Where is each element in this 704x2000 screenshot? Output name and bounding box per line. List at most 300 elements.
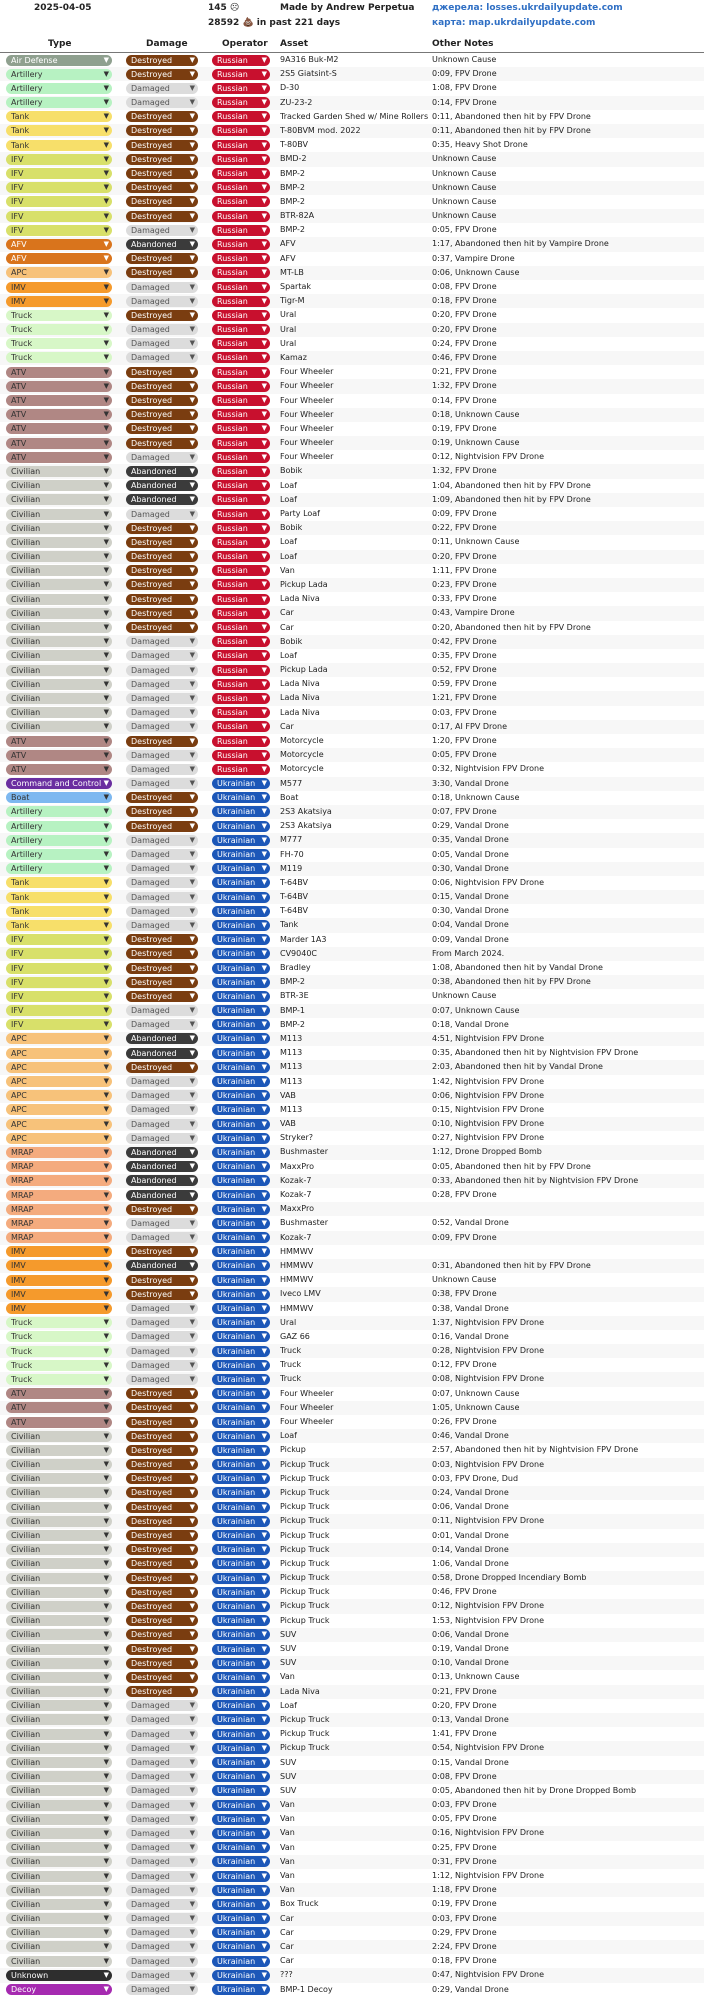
operator-select[interactable] <box>212 963 270 974</box>
operator-select[interactable] <box>212 1076 270 1087</box>
damage-select[interactable] <box>126 1941 198 1952</box>
operator-select[interactable] <box>212 1984 270 1995</box>
operator-select[interactable] <box>212 1019 270 1030</box>
damage-select[interactable] <box>126 1558 198 1569</box>
damage-select[interactable] <box>126 1374 198 1385</box>
operator-select[interactable] <box>212 1785 270 1796</box>
damage-select[interactable] <box>126 1544 198 1555</box>
operator-select[interactable] <box>212 537 270 548</box>
type-select[interactable] <box>6 1970 112 1981</box>
operator-select[interactable] <box>212 1644 270 1655</box>
operator-select[interactable] <box>212 608 270 619</box>
type-select[interactable] <box>6 1218 112 1229</box>
type-select[interactable] <box>6 1033 112 1044</box>
damage-select[interactable] <box>126 1190 198 1201</box>
damage-select[interactable] <box>126 1346 198 1357</box>
type-select[interactable] <box>6 551 112 562</box>
type-select[interactable] <box>6 892 112 903</box>
type-select[interactable] <box>6 1161 112 1172</box>
type-select[interactable] <box>6 1927 112 1938</box>
type-select[interactable] <box>6 267 112 278</box>
type-select[interactable] <box>6 509 112 520</box>
damage-select[interactable] <box>126 934 198 945</box>
damage-select[interactable] <box>126 1473 198 1484</box>
damage-select[interactable] <box>126 920 198 931</box>
operator-select[interactable] <box>212 1090 270 1101</box>
operator-select[interactable] <box>212 367 270 378</box>
operator-select[interactable] <box>212 324 270 335</box>
operator-select[interactable] <box>212 1402 270 1413</box>
operator-select[interactable] <box>212 1956 270 1967</box>
damage-select[interactable] <box>126 1487 198 1498</box>
type-select[interactable] <box>6 1473 112 1484</box>
damage-select[interactable] <box>126 1161 198 1172</box>
damage-select[interactable] <box>126 1970 198 1981</box>
damage-select[interactable] <box>126 1019 198 1030</box>
type-select[interactable] <box>6 1956 112 1967</box>
operator-select[interactable] <box>212 736 270 747</box>
damage-select[interactable] <box>126 83 198 94</box>
damage-select[interactable] <box>126 523 198 534</box>
operator-select[interactable] <box>212 906 270 917</box>
damage-select[interactable] <box>126 1048 198 1059</box>
damage-select[interactable] <box>126 239 198 250</box>
type-select[interactable] <box>6 111 112 122</box>
damage-select[interactable] <box>126 1686 198 1697</box>
damage-select[interactable] <box>126 225 198 236</box>
damage-select[interactable] <box>126 1629 198 1640</box>
operator-select[interactable] <box>212 1856 270 1867</box>
operator-select[interactable] <box>212 211 270 222</box>
damage-select[interactable] <box>126 1771 198 1782</box>
operator-select[interactable] <box>212 1672 270 1683</box>
operator-select[interactable] <box>212 1388 270 1399</box>
type-select[interactable] <box>6 1190 112 1201</box>
type-select[interactable] <box>6 764 112 775</box>
damage-select[interactable] <box>126 1871 198 1882</box>
damage-select[interactable] <box>126 324 198 335</box>
damage-select[interactable] <box>126 1119 198 1130</box>
type-select[interactable] <box>6 1431 112 1442</box>
operator-select[interactable] <box>212 1317 270 1328</box>
damage-select[interactable] <box>126 906 198 917</box>
operator-select[interactable] <box>212 679 270 690</box>
operator-select[interactable] <box>212 650 270 661</box>
type-select[interactable] <box>6 1771 112 1782</box>
operator-select[interactable] <box>212 594 270 605</box>
damage-select[interactable] <box>126 1984 198 1995</box>
damage-select[interactable] <box>126 125 198 136</box>
operator-select[interactable] <box>212 1530 270 1541</box>
damage-select[interactable] <box>126 1502 198 1513</box>
type-select[interactable] <box>6 1062 112 1073</box>
type-select[interactable] <box>6 452 112 463</box>
damage-select[interactable] <box>126 1714 198 1725</box>
type-select[interactable] <box>6 310 112 321</box>
damage-select[interactable] <box>126 1757 198 1768</box>
type-select[interactable] <box>6 1076 112 1087</box>
operator-select[interactable] <box>212 1800 270 1811</box>
damage-select[interactable] <box>126 1800 198 1811</box>
type-select[interactable] <box>6 125 112 136</box>
operator-select[interactable] <box>212 1729 270 1740</box>
type-select[interactable] <box>6 920 112 931</box>
damage-select[interactable] <box>126 140 198 151</box>
damage-select[interactable] <box>126 211 198 222</box>
type-select[interactable] <box>6 1629 112 1640</box>
operator-select[interactable] <box>212 863 270 874</box>
operator-select[interactable] <box>212 239 270 250</box>
operator-select[interactable] <box>212 565 270 576</box>
type-select[interactable] <box>6 55 112 66</box>
type-select[interactable] <box>6 736 112 747</box>
damage-select[interactable] <box>126 1672 198 1683</box>
damage-select[interactable] <box>126 963 198 974</box>
type-select[interactable] <box>6 523 112 534</box>
operator-select[interactable] <box>212 1871 270 1882</box>
operator-select[interactable] <box>212 693 270 704</box>
damage-select[interactable] <box>126 1417 198 1428</box>
operator-select[interactable] <box>212 778 270 789</box>
type-select[interactable] <box>6 1331 112 1342</box>
type-select[interactable] <box>6 963 112 974</box>
type-select[interactable] <box>6 196 112 207</box>
type-select[interactable] <box>6 565 112 576</box>
operator-select[interactable] <box>212 1431 270 1442</box>
type-select[interactable] <box>6 622 112 633</box>
damage-select[interactable] <box>126 1402 198 1413</box>
type-select[interactable] <box>6 182 112 193</box>
damage-select[interactable] <box>126 1644 198 1655</box>
operator-select[interactable] <box>212 282 270 293</box>
damage-select[interactable] <box>126 1601 198 1612</box>
damage-select[interactable] <box>126 778 198 789</box>
operator-select[interactable] <box>212 1842 270 1853</box>
type-select[interactable] <box>6 1232 112 1243</box>
operator-select[interactable] <box>212 1544 270 1555</box>
damage-select[interactable] <box>126 338 198 349</box>
operator-select[interactable] <box>212 225 270 236</box>
type-select[interactable] <box>6 1686 112 1697</box>
type-select[interactable] <box>6 650 112 661</box>
operator-select[interactable] <box>212 1899 270 1910</box>
damage-select[interactable] <box>126 1516 198 1527</box>
damage-select[interactable] <box>126 409 198 420</box>
type-select[interactable] <box>6 778 112 789</box>
damage-select[interactable] <box>126 948 198 959</box>
type-select[interactable] <box>6 679 112 690</box>
operator-select[interactable] <box>212 111 270 122</box>
damage-select[interactable] <box>126 721 198 732</box>
operator-select[interactable] <box>212 920 270 931</box>
type-select[interactable] <box>6 1019 112 1030</box>
type-select[interactable] <box>6 1374 112 1385</box>
type-select[interactable] <box>6 707 112 718</box>
operator-select[interactable] <box>212 509 270 520</box>
operator-select[interactable] <box>212 1033 270 1044</box>
operator-select[interactable] <box>212 1119 270 1130</box>
damage-select[interactable] <box>126 1785 198 1796</box>
damage-select[interactable] <box>126 168 198 179</box>
type-select[interactable] <box>6 1487 112 1498</box>
operator-select[interactable] <box>212 1459 270 1470</box>
operator-select[interactable] <box>212 1246 270 1257</box>
type-select[interactable] <box>6 409 112 420</box>
type-select[interactable] <box>6 211 112 222</box>
operator-select[interactable] <box>212 821 270 832</box>
damage-select[interactable] <box>126 551 198 562</box>
type-select[interactable] <box>6 948 112 959</box>
type-select[interactable] <box>6 466 112 477</box>
operator-select[interactable] <box>212 409 270 420</box>
type-select[interactable] <box>6 140 112 151</box>
damage-select[interactable] <box>126 849 198 860</box>
damage-select[interactable] <box>126 1573 198 1584</box>
operator-select[interactable] <box>212 1303 270 1314</box>
operator-select[interactable] <box>212 1771 270 1782</box>
operator-select[interactable] <box>212 466 270 477</box>
operator-select[interactable] <box>212 296 270 307</box>
type-select[interactable] <box>6 1175 112 1186</box>
type-select[interactable] <box>6 693 112 704</box>
type-select[interactable] <box>6 1899 112 1910</box>
operator-select[interactable] <box>212 1218 270 1229</box>
type-select[interactable] <box>6 494 112 505</box>
type-select[interactable] <box>6 1246 112 1257</box>
operator-select[interactable] <box>212 707 270 718</box>
operator-select[interactable] <box>212 253 270 264</box>
damage-select[interactable] <box>126 253 198 264</box>
operator-select[interactable] <box>212 55 270 66</box>
map-link[interactable]: карта: map.ukrdailyupdate.com <box>432 18 596 28</box>
type-select[interactable] <box>6 1885 112 1896</box>
type-select[interactable] <box>6 1275 112 1286</box>
type-select[interactable] <box>6 1587 112 1598</box>
damage-select[interactable] <box>126 608 198 619</box>
operator-select[interactable] <box>212 395 270 406</box>
damage-select[interactable] <box>126 821 198 832</box>
type-select[interactable] <box>6 1856 112 1867</box>
type-select[interactable] <box>6 338 112 349</box>
damage-select[interactable] <box>126 1431 198 1442</box>
type-select[interactable] <box>6 1615 112 1626</box>
operator-select[interactable] <box>212 1062 270 1073</box>
damage-select[interactable] <box>126 111 198 122</box>
type-select[interactable] <box>6 608 112 619</box>
operator-select[interactable] <box>212 1913 270 1924</box>
type-select[interactable] <box>6 906 112 917</box>
operator-select[interactable] <box>212 154 270 165</box>
damage-select[interactable] <box>126 480 198 491</box>
operator-select[interactable] <box>212 1658 270 1669</box>
type-select[interactable] <box>6 1346 112 1357</box>
type-select[interactable] <box>6 97 112 108</box>
type-select[interactable] <box>6 69 112 80</box>
type-select[interactable] <box>6 863 112 874</box>
damage-select[interactable] <box>126 1005 198 1016</box>
type-select[interactable] <box>6 395 112 406</box>
column-header-damage[interactable]: Damage <box>146 39 188 49</box>
damage-select[interactable] <box>126 1317 198 1328</box>
damage-select[interactable] <box>126 154 198 165</box>
type-select[interactable] <box>6 154 112 165</box>
type-select[interactable] <box>6 1459 112 1470</box>
damage-select[interactable] <box>126 1615 198 1626</box>
type-select[interactable] <box>6 594 112 605</box>
damage-select[interactable] <box>126 1587 198 1598</box>
damage-select[interactable] <box>126 806 198 817</box>
damage-select[interactable] <box>126 1729 198 1740</box>
operator-select[interactable] <box>212 1601 270 1612</box>
operator-select[interactable] <box>212 1005 270 1016</box>
operator-select[interactable] <box>212 1374 270 1385</box>
column-header-operator[interactable]: Operator <box>222 39 268 49</box>
damage-select[interactable] <box>126 792 198 803</box>
damage-select[interactable] <box>126 69 198 80</box>
operator-select[interactable] <box>212 1161 270 1172</box>
operator-select[interactable] <box>212 1360 270 1371</box>
damage-select[interactable] <box>126 352 198 363</box>
damage-select[interactable] <box>126 1218 198 1229</box>
type-select[interactable] <box>6 849 112 860</box>
operator-select[interactable] <box>212 168 270 179</box>
damage-select[interactable] <box>126 736 198 747</box>
operator-select[interactable] <box>212 310 270 321</box>
damage-select[interactable] <box>126 1658 198 1669</box>
operator-select[interactable] <box>212 1757 270 1768</box>
operator-select[interactable] <box>212 352 270 363</box>
operator-select[interactable] <box>212 438 270 449</box>
type-select[interactable] <box>6 665 112 676</box>
operator-select[interactable] <box>212 1743 270 1754</box>
damage-select[interactable] <box>126 1175 198 1186</box>
damage-select[interactable] <box>126 423 198 434</box>
type-select[interactable] <box>6 806 112 817</box>
type-select[interactable] <box>6 1048 112 1059</box>
damage-select[interactable] <box>126 452 198 463</box>
damage-select[interactable] <box>126 1076 198 1087</box>
type-select[interactable] <box>6 792 112 803</box>
operator-select[interactable] <box>212 721 270 732</box>
type-select[interactable] <box>6 1672 112 1683</box>
damage-select[interactable] <box>126 282 198 293</box>
type-select[interactable] <box>6 1303 112 1314</box>
damage-select[interactable] <box>126 622 198 633</box>
type-select[interactable] <box>6 1119 112 1130</box>
operator-select[interactable] <box>212 948 270 959</box>
operator-select[interactable] <box>212 551 270 562</box>
type-select[interactable] <box>6 1133 112 1144</box>
damage-select[interactable] <box>126 1899 198 1910</box>
operator-select[interactable] <box>212 1828 270 1839</box>
type-select[interactable] <box>6 1828 112 1839</box>
operator-select[interactable] <box>212 1714 270 1725</box>
damage-select[interactable] <box>126 693 198 704</box>
operator-select[interactable] <box>212 69 270 80</box>
damage-select[interactable] <box>126 1260 198 1271</box>
type-select[interactable] <box>6 1871 112 1882</box>
operator-select[interactable] <box>212 835 270 846</box>
operator-select[interactable] <box>212 977 270 988</box>
operator-select[interactable] <box>212 1615 270 1626</box>
type-select[interactable] <box>6 1005 112 1016</box>
type-select[interactable] <box>6 1090 112 1101</box>
type-select[interactable] <box>6 1644 112 1655</box>
operator-select[interactable] <box>212 182 270 193</box>
damage-select[interactable] <box>126 1459 198 1470</box>
operator-select[interactable] <box>212 1147 270 1158</box>
type-select[interactable] <box>6 1502 112 1513</box>
damage-select[interactable] <box>126 395 198 406</box>
damage-select[interactable] <box>126 1700 198 1711</box>
operator-select[interactable] <box>212 196 270 207</box>
operator-select[interactable] <box>212 991 270 1002</box>
type-select[interactable] <box>6 1516 112 1527</box>
operator-select[interactable] <box>212 849 270 860</box>
operator-select[interactable] <box>212 622 270 633</box>
damage-select[interactable] <box>126 1530 198 1541</box>
type-select[interactable] <box>6 1601 112 1612</box>
operator-select[interactable] <box>212 1275 270 1286</box>
operator-select[interactable] <box>212 1558 270 1569</box>
type-select[interactable] <box>6 1388 112 1399</box>
type-select[interactable] <box>6 1729 112 1740</box>
operator-select[interactable] <box>212 267 270 278</box>
type-select[interactable] <box>6 1913 112 1924</box>
damage-select[interactable] <box>126 750 198 761</box>
damage-select[interactable] <box>126 1927 198 1938</box>
operator-select[interactable] <box>212 892 270 903</box>
operator-select[interactable] <box>212 1629 270 1640</box>
damage-select[interactable] <box>126 1147 198 1158</box>
type-select[interactable] <box>6 239 112 250</box>
damage-select[interactable] <box>126 565 198 576</box>
operator-select[interactable] <box>212 452 270 463</box>
damage-select[interactable] <box>126 835 198 846</box>
damage-select[interactable] <box>126 182 198 193</box>
damage-select[interactable] <box>126 1360 198 1371</box>
damage-select[interactable] <box>126 707 198 718</box>
type-select[interactable] <box>6 324 112 335</box>
type-select[interactable] <box>6 1984 112 1995</box>
type-select[interactable] <box>6 934 112 945</box>
damage-select[interactable] <box>126 1842 198 1853</box>
damage-select[interactable] <box>126 665 198 676</box>
type-select[interactable] <box>6 579 112 590</box>
operator-select[interactable] <box>212 1814 270 1825</box>
damage-select[interactable] <box>126 1743 198 1754</box>
type-select[interactable] <box>6 1147 112 1158</box>
operator-select[interactable] <box>212 480 270 491</box>
damage-select[interactable] <box>126 310 198 321</box>
operator-select[interactable] <box>212 934 270 945</box>
operator-select[interactable] <box>212 1289 270 1300</box>
type-select[interactable] <box>6 1941 112 1952</box>
type-select[interactable] <box>6 1104 112 1115</box>
type-select[interactable] <box>6 1743 112 1754</box>
type-select[interactable] <box>6 367 112 378</box>
type-select[interactable] <box>6 537 112 548</box>
type-select[interactable] <box>6 1700 112 1711</box>
type-select[interactable] <box>6 1757 112 1768</box>
type-select[interactable] <box>6 225 112 236</box>
type-select[interactable] <box>6 991 112 1002</box>
damage-select[interactable] <box>126 1062 198 1073</box>
damage-select[interactable] <box>126 1856 198 1867</box>
type-select[interactable] <box>6 877 112 888</box>
operator-select[interactable] <box>212 1331 270 1342</box>
operator-select[interactable] <box>212 1700 270 1711</box>
